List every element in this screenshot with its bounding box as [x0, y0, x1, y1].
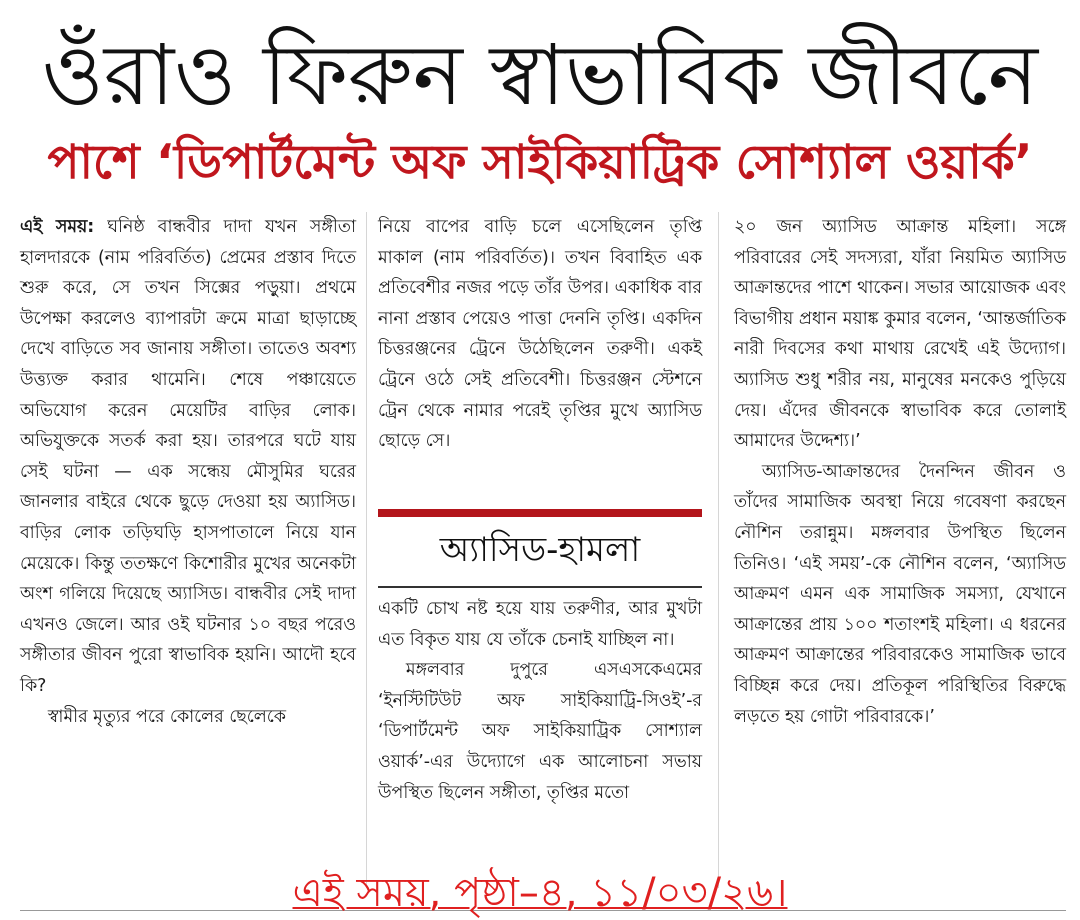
subhead-box-rule — [378, 586, 702, 588]
subhead-box-red-bar — [378, 509, 702, 517]
article-column-2-continued — [378, 594, 702, 808]
dateline: এই সময়: — [20, 217, 95, 237]
column-3-paragraph-2: অ্যাসিড-আক্রান্তদের দৈনন্দিন জীবন ও তাঁদের সামাজিক অবস্থা নিয়ে গবেষণা করছেন নৌশিন তরান্নুম। মঙ্গলবার উপস্থিত ছিলেন তিনিও। ‘এই সময়’-কে নৌশিন বলেন, ‘অ্যাসিড আক্রমণ এমন এক সামাজিক সমস্যা, যেখানে আক্রান্তের প্রায় ১০০ শতাংশই মহিলা। এ ধরনের আক্রমণ আক্রান্তের পরিবারকেও সামাজিক ভাবে বিচ্ছিন্ন করে দেয়। প্রতিকূল পরিস্থিতির বিরুদ্ধে লড়তে হয় গোটা পরিবারকে।’ — [734, 461, 1066, 727]
subhead-box-title: অ্যাসিড-হামলা — [439, 530, 641, 570]
column-divider-2 — [718, 212, 719, 888]
source-stamp: এই সময়, পৃষ্ঠা–৪, ১১/০৩/২৬। — [292, 870, 788, 916]
article-column-1 — [20, 212, 356, 732]
headline: ওঁরাও ফিরুন স্বাভাবিক জীবনে — [41, 26, 1039, 124]
column-1-paragraph-2: স্বামীর মৃত্যুর পরে কোলের ছেলেকে — [47, 706, 286, 727]
article-column-3 — [734, 212, 1066, 732]
column-2-paragraph-3: মঙ্গলবার দুপুরে এসএসকেএমের ‘ইনস্টিটিউট অফ সাইকিয়াট্রি-সিওই’-র ‘ডিপার্টমেন্ট অফ সাইকিয়াট্রিক সোশ্যাল ওয়ার্ক’-এর উদ্যোগে এক আলোচনা সভায় উপস্থিত ছিলেন সঙ্গীতা, তৃপ্তির মতো — [378, 660, 702, 803]
column-1-text-1: ঘনিষ্ঠ বান্ধবীর দাদা যখন সঙ্গীতা হালদারকে (নাম পরিবর্তিত) প্রেমের প্রস্তাব দিতে শুরু করে, সে তখন সিক্সের পড়ুয়া। প্রথমে উপেক্ষা করলেও ব্যাপারটা ক্রমে মাত্রা ছাড়াচ্ছে দেখে বাড়িতে সব জানায় সঙ্গীতা। তাতেও অবশ্য উত্ত্যক্ত করার থামেনি। শেষে পঞ্চায়েতে অভিযোগ করেন মেয়েটির বাড়ির লোক। অভিযুক্তকে সতর্ক করা হয়। তারপরে ঘটে যায় সেই ঘটনা — এক সন্ধেয় মৌসুমির ঘরের জানলার বাইরে থেকে ছুড়ে দেওয়া হয় অ্যাসিড। বাড়ির লোক তড়িঘড়ি হাসপাতালে নিয়ে যান মেয়েকে। কিন্তু ততক্ষণে কিশোরীর মুখের অনেকটা অংশ গলিয়ে দিয়েছে অ্যাসিড। বান্ধবীর সেই দাদা এখনও জেলে। আর ওই ঘটনার ১০ বছর পরেও সঙ্গীতার জীবন পুরো স্বাভাবিক হয়নি। আদৌ হবে কি? — [20, 217, 356, 696]
subheadline: পাশে ‘ডিপার্টমেন্ট অফ সাইকিয়াট্রিক সোশ্যাল ওয়ার্ক’ — [47, 135, 1033, 190]
article-column-2 — [378, 212, 702, 457]
column-divider-1 — [366, 212, 367, 888]
column-2-paragraph-1: নিয়ে বাপের বাড়ি চলে এসেছিলেন তৃপ্তি মাকাল (নাম পরিবর্তিত)। তখন বিবাহিত এক প্রতিবেশীর নজর পড়ে তাঁর উপর। একাধিক বার নানা প্রস্তাব পেয়েও পাত্তা দেননি তৃপ্তি। একদিন চিত্তরঞ্জনের ট্রেনে উঠেছিলেন তরুণী। একই ট্রেনে ওঠে সেই প্রতিবেশী। চিত্তরঞ্জন স্টেশনে ট্রেন থেকে নামার পরেই তৃপ্তির মুখে অ্যাসিড ছোড়ে সে। — [378, 217, 702, 452]
column-3-paragraph-1: ২০ জন অ্যাসিড আক্রান্ত মহিলা। সঙ্গে পরিবারের সেই সদস্যরা, যাঁরা নিয়মিত অ্যাসিড আক্রান্তদের পাশে থাকেন। সভার আয়োজক এবং বিভাগীয় প্রধান ময়াঙ্ক কুমার বলেন, ‘আন্তর্জাতিক নারী দিবসের কথা মাথায় রেখেই এই উদ্যোগ। অ্যাসিড শুধু শরীর নয়, মানুষের মনকেও পুড়িয়ে দেয়। এঁদের জীবনকে স্বাভাবিক করে তোলাই আমাদের উদ্দেশ্য।’ — [734, 217, 1066, 452]
column-1-paragraph-1 — [20, 212, 356, 702]
column-2-paragraph-2: একটি চোখ নষ্ট হয়ে যায় তরুণীর, আর মুখটা এত বিকৃত যায় যে তাঁকে চেনাই যাচ্ছিল না। — [378, 599, 702, 650]
